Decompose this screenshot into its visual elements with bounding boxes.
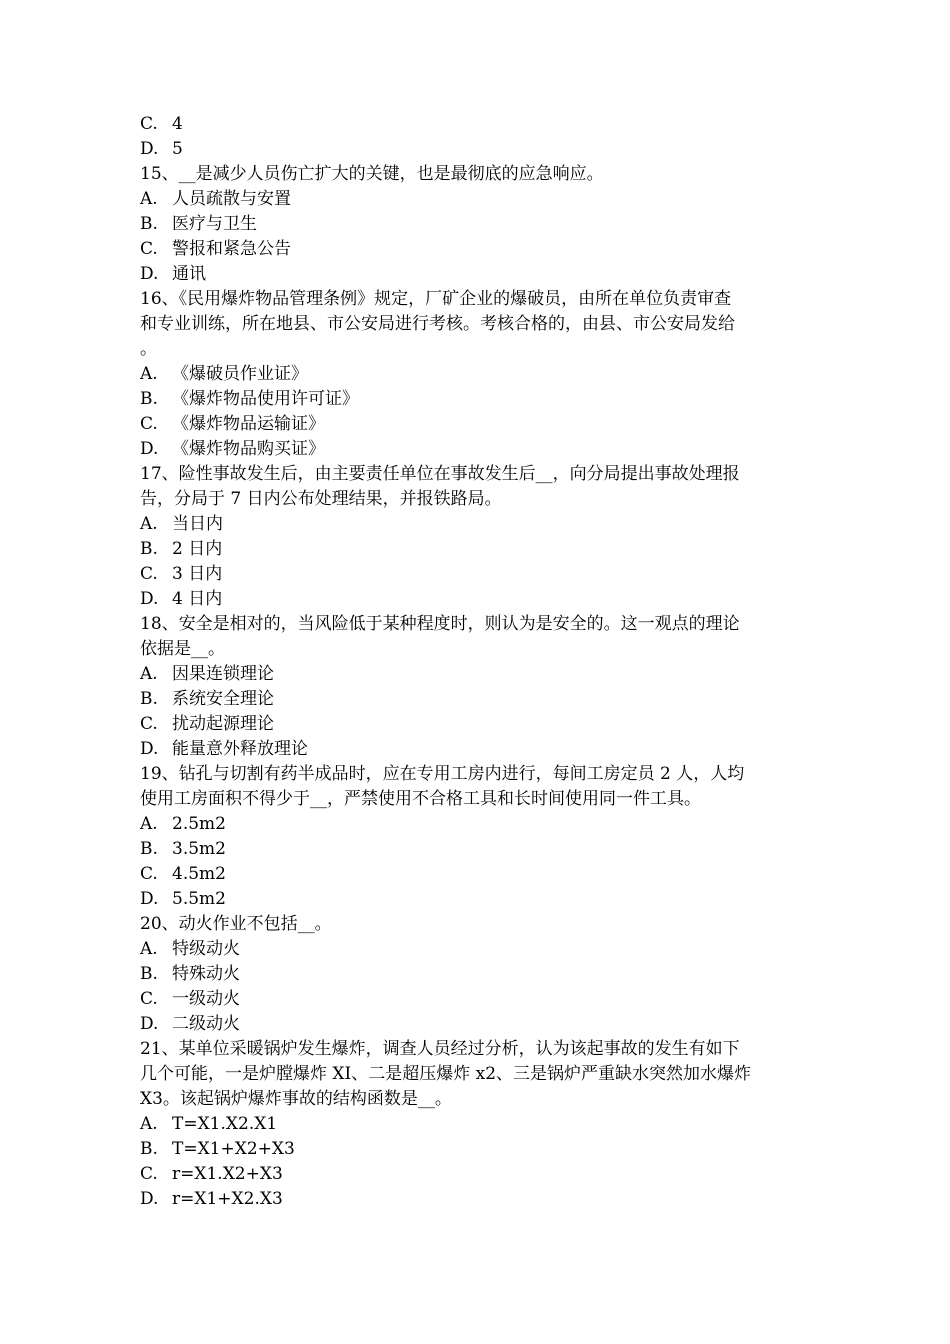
answer-option bbox=[140, 962, 820, 987]
option-text: 4 bbox=[172, 114, 183, 134]
option-letter: A. bbox=[140, 814, 158, 834]
option-text: 《爆破员作业证》 bbox=[172, 364, 308, 384]
question-line: X3。该起锅炉爆炸事故的结构函数是__。 bbox=[140, 1089, 452, 1109]
option-text: 《爆炸物品购买证》 bbox=[172, 439, 325, 459]
question-text bbox=[140, 1037, 820, 1112]
answer-option bbox=[140, 537, 820, 562]
question-line: 和专业训练，所在地县、市公安局进行考核。考核合格的，由县、市公安局发给 bbox=[140, 314, 735, 334]
option-text: 《爆炸物品使用许可证》 bbox=[172, 389, 359, 409]
answer-option bbox=[140, 1137, 820, 1162]
question-line: 20、动火作业不包括__。 bbox=[140, 914, 332, 934]
option-text: 系统安全理论 bbox=[172, 689, 274, 709]
option-letter: B. bbox=[140, 839, 158, 859]
option-letter: C. bbox=[140, 114, 158, 134]
option-letter: C. bbox=[140, 714, 158, 734]
option-letter: C. bbox=[140, 414, 158, 434]
option-letter: B. bbox=[140, 964, 158, 984]
question-line: 使用工房面积不得少于__，严禁使用不合格工具和长时间使用同一件工具。 bbox=[140, 789, 701, 809]
answer-option bbox=[140, 1012, 820, 1037]
option-text: 医疗与卫生 bbox=[172, 214, 257, 234]
option-letter: D. bbox=[140, 1014, 159, 1034]
question-text bbox=[140, 287, 820, 362]
option-text: T=X1+X2+X3 bbox=[172, 1139, 295, 1159]
answer-option bbox=[140, 412, 820, 437]
option-text: 5.5m2 bbox=[172, 889, 226, 909]
answer-option bbox=[140, 112, 820, 137]
option-letter: B. bbox=[140, 539, 158, 559]
option-letter: C. bbox=[140, 1164, 158, 1184]
question-text bbox=[140, 762, 820, 812]
answer-option bbox=[140, 862, 820, 887]
option-letter: D. bbox=[140, 739, 159, 759]
option-text: 2.5m2 bbox=[172, 814, 226, 834]
option-letter: A. bbox=[140, 514, 158, 534]
question-text bbox=[140, 462, 820, 512]
answer-option bbox=[140, 1112, 820, 1137]
option-text: 3.5m2 bbox=[172, 839, 226, 859]
option-text: 特殊动火 bbox=[172, 964, 240, 984]
answer-option bbox=[140, 137, 820, 162]
option-text: 通讯 bbox=[172, 264, 206, 284]
option-text: 二级动火 bbox=[172, 1014, 240, 1034]
answer-option bbox=[140, 212, 820, 237]
option-letter: A. bbox=[140, 664, 158, 684]
option-letter: A. bbox=[140, 189, 158, 209]
option-letter: C. bbox=[140, 239, 158, 259]
option-text: 特级动火 bbox=[172, 939, 240, 959]
answer-option bbox=[140, 587, 820, 612]
question-text bbox=[140, 912, 820, 937]
option-text: 4.5m2 bbox=[172, 864, 226, 884]
question-line: 。 bbox=[140, 339, 157, 359]
option-text: 扰动起源理论 bbox=[172, 714, 274, 734]
option-letter: D. bbox=[140, 589, 159, 609]
answer-option bbox=[140, 937, 820, 962]
question-line: 17、险性事故发生后，由主要责任单位在事故发生后__，向分局提出事故处理报 bbox=[140, 464, 740, 484]
answer-option bbox=[140, 387, 820, 412]
answer-option bbox=[140, 1162, 820, 1187]
option-letter: A. bbox=[140, 1114, 158, 1134]
option-text: 能量意外释放理论 bbox=[172, 739, 308, 759]
answer-option bbox=[140, 812, 820, 837]
option-letter: C. bbox=[140, 564, 158, 584]
answer-option bbox=[140, 662, 820, 687]
question-line: 几个可能，一是炉膛爆炸 XI、二是超压爆炸 x2、三是锅炉严重缺水突然加水爆炸 bbox=[140, 1064, 752, 1084]
option-text: 因果连锁理论 bbox=[172, 664, 274, 684]
option-text: 一级动火 bbox=[172, 989, 240, 1009]
question-text bbox=[140, 612, 820, 662]
option-letter: C. bbox=[140, 864, 158, 884]
answer-option bbox=[140, 1187, 820, 1212]
option-letter: B. bbox=[140, 389, 158, 409]
option-text: 4 日内 bbox=[172, 589, 223, 609]
question-line: 依据是__。 bbox=[140, 639, 225, 659]
answer-option bbox=[140, 687, 820, 712]
option-letter: A. bbox=[140, 364, 158, 384]
option-text: 当日内 bbox=[172, 514, 223, 534]
answer-option bbox=[140, 562, 820, 587]
option-text: 5 bbox=[172, 139, 183, 159]
option-text: 《爆炸物品运输证》 bbox=[172, 414, 325, 434]
option-letter: D. bbox=[140, 139, 159, 159]
answer-option bbox=[140, 262, 820, 287]
answer-option bbox=[140, 437, 820, 462]
option-text: r=X1+X2.X3 bbox=[172, 1189, 283, 1209]
answer-option bbox=[140, 712, 820, 737]
question-line: 21、某单位采暖锅炉发生爆炸，调查人员经过分析，认为该起事故的发生有如下 bbox=[140, 1039, 740, 1059]
question-line: 19、钻孔与切割有药半成品时，应在专用工房内进行，每间工房定员 2 人，人均 bbox=[140, 764, 745, 784]
answer-option bbox=[140, 837, 820, 862]
option-text: r=X1.X2+X3 bbox=[172, 1164, 283, 1184]
answer-option bbox=[140, 737, 820, 762]
option-text: 2 日内 bbox=[172, 539, 223, 559]
question-line: 18、安全是相对的，当风险低于某种程度时，则认为是安全的。这一观点的理论 bbox=[140, 614, 740, 634]
option-letter: B. bbox=[140, 1139, 158, 1159]
document-page bbox=[140, 112, 820, 1212]
option-letter: D. bbox=[140, 264, 159, 284]
option-text: 警报和紧急公告 bbox=[172, 239, 291, 259]
option-letter: D. bbox=[140, 439, 159, 459]
answer-option bbox=[140, 237, 820, 262]
option-text: T=X1.X2.X1 bbox=[172, 1114, 278, 1134]
option-letter: B. bbox=[140, 689, 158, 709]
option-letter: B. bbox=[140, 214, 158, 234]
answer-option bbox=[140, 512, 820, 537]
option-letter: A. bbox=[140, 939, 158, 959]
answer-option bbox=[140, 362, 820, 387]
answer-option bbox=[140, 987, 820, 1012]
answer-option bbox=[140, 187, 820, 212]
option-letter: D. bbox=[140, 1189, 159, 1209]
option-letter: C. bbox=[140, 989, 158, 1009]
question-text bbox=[140, 162, 820, 187]
option-text: 3 日内 bbox=[172, 564, 223, 584]
answer-option bbox=[140, 887, 820, 912]
option-text: 人员疏散与安置 bbox=[172, 189, 291, 209]
question-line: 告，分局于 7 日内公布处理结果，并报铁路局。 bbox=[140, 489, 502, 509]
question-line: 15、__是减少人员伤亡扩大的关键，也是最彻底的应急响应。 bbox=[140, 164, 604, 184]
option-letter: D. bbox=[140, 889, 159, 909]
question-line: 16、《民用爆炸物品管理条例》规定，厂矿企业的爆破员，由所在单位负责审查 bbox=[140, 289, 732, 309]
